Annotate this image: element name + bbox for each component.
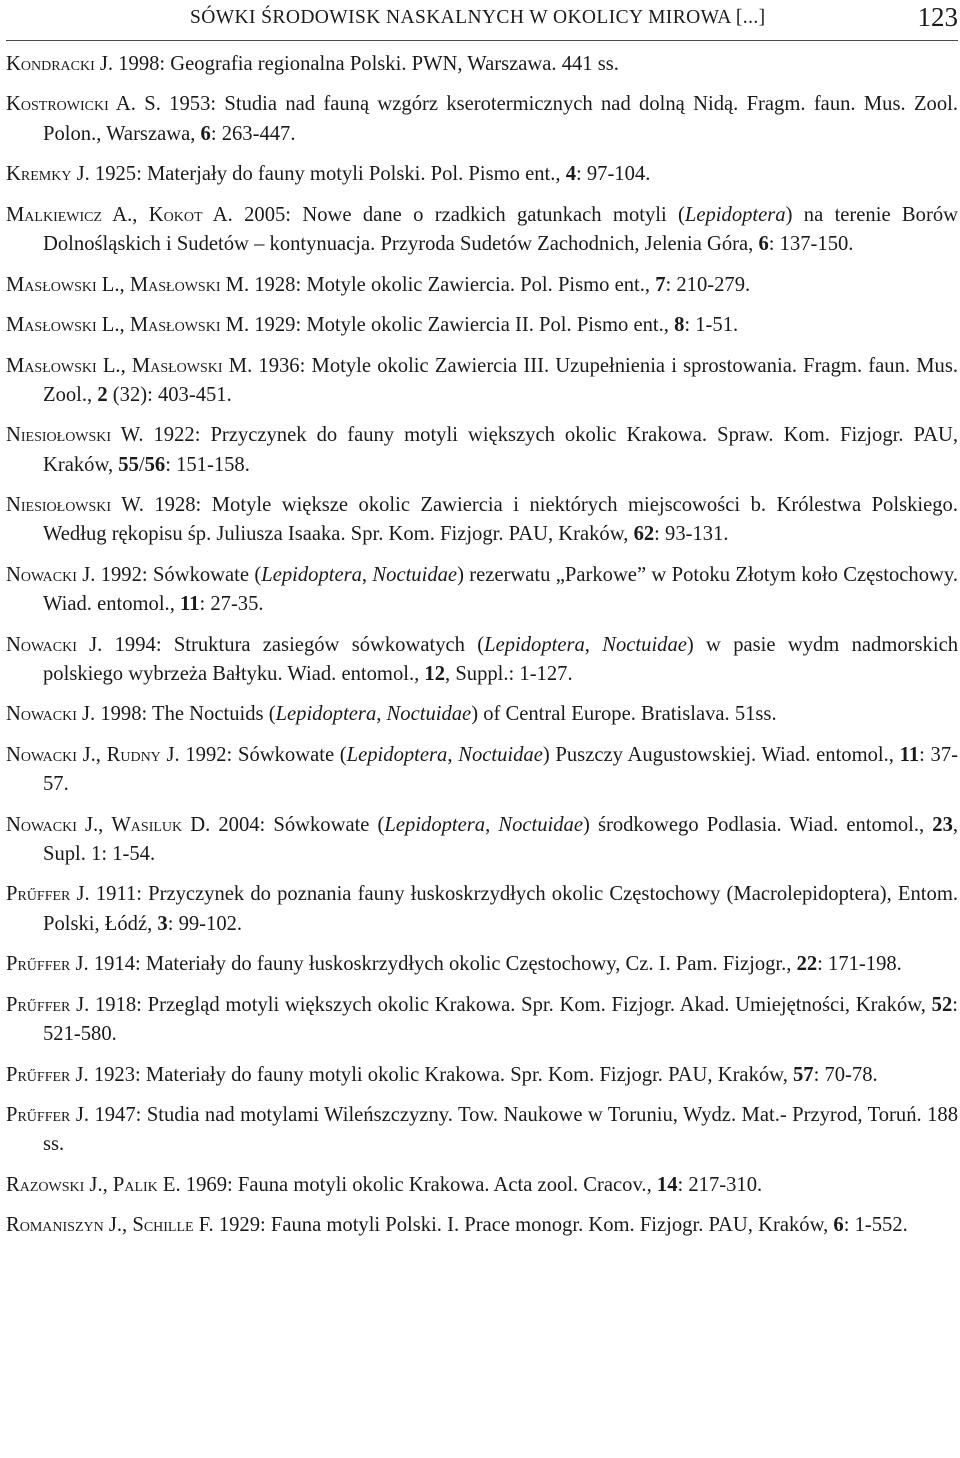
reference-entry [6, 950, 958, 979]
author-name: Kondracki [6, 53, 95, 75]
author-name: Prűffer [6, 1063, 71, 1086]
reference-text: , [584, 633, 603, 656]
author-name: Nowacki [6, 743, 77, 766]
italic-taxon: Lepidoptera [346, 743, 448, 766]
reference-text: W. 1928: Motyle większe okolic Zawiercia i niektórych miejscowości b. Królestwa Polskiego. Według rękopisu śp. Juliusza Isaaka. Spr. Kom. Fizjogr. PAU, Kraków, [43, 494, 958, 546]
reference-text: : 70-78. [813, 1063, 878, 1086]
reference-text: J. 1914: Materiały do fauny łuskoskrzydłych okolic Częstochowy, Cz. I. Pam. Fizjogr., [70, 953, 797, 976]
running-title: SÓWKI ŚRODOWISK NASKALNYCH W OKOLICY MIROWA [...] [190, 7, 766, 28]
reference-text: M. 1928: Motyle okolic Zawiercia. Pol. Pismo ent., [220, 273, 656, 296]
reference-text: ) na terenie Borów Dolnośląskich i Sudetów – kontynuacja. Przyroda Sudetów Zachodnich, Jelenia Góra, [43, 203, 958, 256]
reference-entry [6, 991, 958, 1050]
author-name: Wasiluk [111, 813, 183, 836]
volume-number: 12 [424, 662, 446, 685]
author-name: Kostrowicki [6, 93, 109, 116]
reference-entry [6, 1171, 958, 1200]
italic-taxon: Noctuidae [498, 813, 583, 836]
reference-text: ) Puszczy Augustowskiej. Wiad. entomol., [542, 743, 900, 766]
author-name: Nowacki [6, 703, 77, 726]
reference-text: : 37-57. [43, 743, 959, 796]
reference-entry [6, 700, 958, 729]
reference-list [6, 50, 958, 1252]
author-name: Masłowski [6, 314, 97, 337]
author-name: Masłowski [6, 273, 97, 296]
volume-number: 55 [118, 453, 139, 476]
italic-taxon: Noctuidae [602, 633, 687, 656]
volume-number: 6 [758, 233, 769, 256]
reference-entry [6, 1211, 958, 1240]
reference-text: , Suppl.: 1-127. [445, 662, 573, 685]
reference-entry [6, 1061, 958, 1090]
author-name: Prűffer [6, 1103, 71, 1126]
running-header [6, 0, 958, 41]
author-name: Masłowski [6, 354, 97, 377]
reference-text: , [376, 703, 387, 726]
reference-entry [6, 90, 958, 149]
reference-text: D. 2004: Sówkowate ( [182, 813, 385, 836]
volume-number: 23 [932, 813, 953, 836]
reference-text: : 93-131. [654, 523, 729, 546]
page [6, 0, 959, 1237]
reference-entry [6, 311, 958, 340]
volume-number: 11 [180, 593, 200, 616]
reference-entry [6, 880, 958, 939]
reference-text: F. 1929: Fauna motyli Polski. I. Prace monogr. Kom. Fizjogr. PAU, Kraków, [193, 1214, 834, 1237]
volume-number: 6 [833, 1214, 844, 1237]
reference-text: J. 1918: Przegląd motyli większych okolic Krakowa. Spr. Kom. Fizjogr. Akad. Umiejętności, Kraków, [70, 993, 932, 1016]
page-number: 123 [917, 2, 958, 32]
reference-text: : 263-447. [210, 122, 296, 145]
author-name: Niesiołowski [6, 424, 112, 447]
author-name: Malkiewicz [6, 203, 103, 226]
reference-text: ) rezerwatu „Parkowe” w Potoku Złotym koło Częstochowy. Wiad. entomol., [43, 563, 958, 616]
author-name: Masłowski [129, 314, 221, 337]
reference-text: : 27-35. [199, 593, 264, 616]
author-name: Romaniszyn [6, 1214, 104, 1237]
author-name: Masłowski [129, 273, 221, 296]
reference-entry [6, 160, 958, 189]
reference-text: , Supl. 1: 1-54. [43, 813, 959, 865]
reference-entry [6, 631, 958, 690]
reference-text: J. 1998: Geografia regionalna Polski. PWN, Warszawa. 441 ss. [94, 53, 619, 75]
reference-text: J. 1911: Przyczynek do poznania fauny łuskoskrzydłych okolic Częstochowy (Macrolepidoptera), Entom. Polski, Łódź, [43, 883, 958, 935]
reference-text: : 97-104. [575, 163, 651, 186]
author-name: Masłowski [131, 354, 223, 377]
author-name: Prűffer [6, 953, 71, 976]
volume-number: 3 [157, 912, 168, 935]
reference-text: : 210-279. [665, 273, 751, 296]
reference-text: : 171-198. [817, 953, 902, 976]
reference-entry [6, 1101, 958, 1160]
reference-entry [6, 271, 958, 300]
reference-text: : 521-580. [43, 993, 958, 1046]
reference-text: A., [102, 203, 149, 226]
reference-text: ) w pasie wydm nadmorskich polskiego wybrzeża Bałtyku. Wiad. entomol., [43, 633, 959, 685]
reference-text: : 1-51. [684, 314, 739, 337]
reference-text: : 151-158. [165, 453, 250, 476]
reference-text: J., [103, 1214, 133, 1237]
reference-text: / [138, 453, 145, 476]
italic-taxon: Noctuidae [372, 563, 458, 586]
reference-entry [6, 50, 958, 79]
reference-entry [6, 491, 958, 550]
volume-number: 4 [565, 163, 576, 186]
author-name: Kremky [6, 163, 72, 186]
reference-entry [6, 421, 958, 480]
reference-entry [6, 811, 958, 870]
italic-taxon: Lepidoptera [484, 633, 585, 656]
reference-entry [6, 352, 958, 411]
author-name: Nowacki [6, 633, 77, 656]
reference-text: J., [76, 813, 112, 836]
reference-text: L., [96, 273, 130, 296]
volume-number: 57 [793, 1063, 814, 1086]
reference-text: ) środkowego Podlasia. Wiad. entomol., [583, 813, 933, 836]
reference-text: (32): 403-451. [107, 383, 232, 406]
reference-text: J. 1923: Materiały do fauny motyli okolic Krakowa. Spr. Kom. Fizjogr. PAU, Kraków, [70, 1063, 793, 1086]
volume-number: 56 [144, 453, 166, 476]
italic-taxon: Lepidoptera [684, 203, 786, 226]
volume-number: 6 [200, 122, 211, 145]
author-name: Rudny [106, 743, 161, 766]
reference-text: J., [76, 743, 107, 766]
reference-text: W. 1922: Przyczynek do fauny motyli większych okolic Krakowa. Spraw. Kom. Fizjogr. PAU, Kraków, [43, 424, 958, 476]
reference-text: M. 1936: Motyle okolic Zawiercia III. Uzupełnienia i sprostowania. Fragm. faun. Mus. Zool., [43, 354, 958, 406]
author-name: Nowacki [6, 813, 77, 836]
author-name: Niesiołowski [6, 494, 112, 517]
reference-text: , [361, 563, 373, 586]
author-name: Razowski [6, 1173, 85, 1196]
reference-text: : 99-102. [167, 912, 243, 935]
author-name: Schille [132, 1214, 194, 1237]
italic-taxon: Lepidoptera [384, 813, 486, 836]
italic-taxon: Lepidoptera [261, 563, 362, 586]
reference-text: J., [84, 1173, 113, 1196]
volume-number: 8 [674, 314, 685, 337]
volume-number: 7 [655, 273, 666, 296]
author-name: Palik [112, 1173, 158, 1196]
volume-number: 14 [656, 1173, 678, 1196]
reference-text: J. 1998: The Noctuids ( [76, 703, 276, 726]
reference-text: E. 1969: Fauna motyli okolic Krakowa. Acta zool. Cracov., [157, 1173, 657, 1196]
reference-text: J. 1947: Studia nad motylami Wileńszczyzny. Tow. Naukowe w Toruniu, Wydz. Mat.- Przyrod, Toruń. 188 ss. [43, 1103, 958, 1156]
reference-text: A. 2005: Nowe dane o rzadkich gatunkach motyli ( [202, 203, 685, 226]
reference-text: : 137-150. [768, 233, 854, 256]
author-name: Prűffer [6, 883, 71, 906]
reference-text: M. 1929: Motyle okolic Zawiercia II. Pol. Pismo ent., [220, 314, 675, 337]
reference-text: J. 1992: Sówkowate ( [160, 743, 347, 766]
reference-text: , [485, 813, 499, 836]
reference-text: , [447, 743, 459, 766]
reference-text: A. S. 1953: Studia nad fauną wzgórz kserotermicznych nad dolną Nidą. Fragm. faun. Mus. Zool. Polon., Warszawa, [43, 93, 958, 145]
author-name: Prűffer [6, 993, 71, 1016]
reference-entry [6, 741, 958, 800]
author-name: Nowacki [6, 563, 77, 586]
volume-number: 52 [931, 993, 953, 1016]
reference-text: : 1-552. [843, 1214, 908, 1237]
reference-text: ) of Central Europe. Bratislava. 51ss. [471, 703, 777, 726]
reference-entry [6, 201, 958, 260]
volume-number: 62 [633, 523, 655, 546]
italic-taxon: Lepidoptera [275, 703, 377, 726]
reference-text: : 217-310. [677, 1173, 763, 1196]
author-name: Kokot [148, 203, 203, 226]
italic-taxon: Noctuidae [458, 743, 543, 766]
reference-entry [6, 561, 958, 620]
italic-taxon: Noctuidae [386, 703, 472, 726]
reference-text: L., [96, 354, 132, 377]
reference-text: J. 1925: Materjały do fauny motyli Polski. Pol. Pismo ent., [71, 163, 566, 186]
reference-text: L., [96, 314, 130, 337]
volume-number: 22 [796, 953, 818, 976]
reference-text: J. 1992: Sówkowate ( [76, 563, 262, 586]
reference-text: J. 1994: Struktura zasiegów sówkowatych ( [76, 633, 485, 656]
volume-number: 2 [97, 383, 108, 406]
volume-number: 11 [899, 743, 920, 766]
